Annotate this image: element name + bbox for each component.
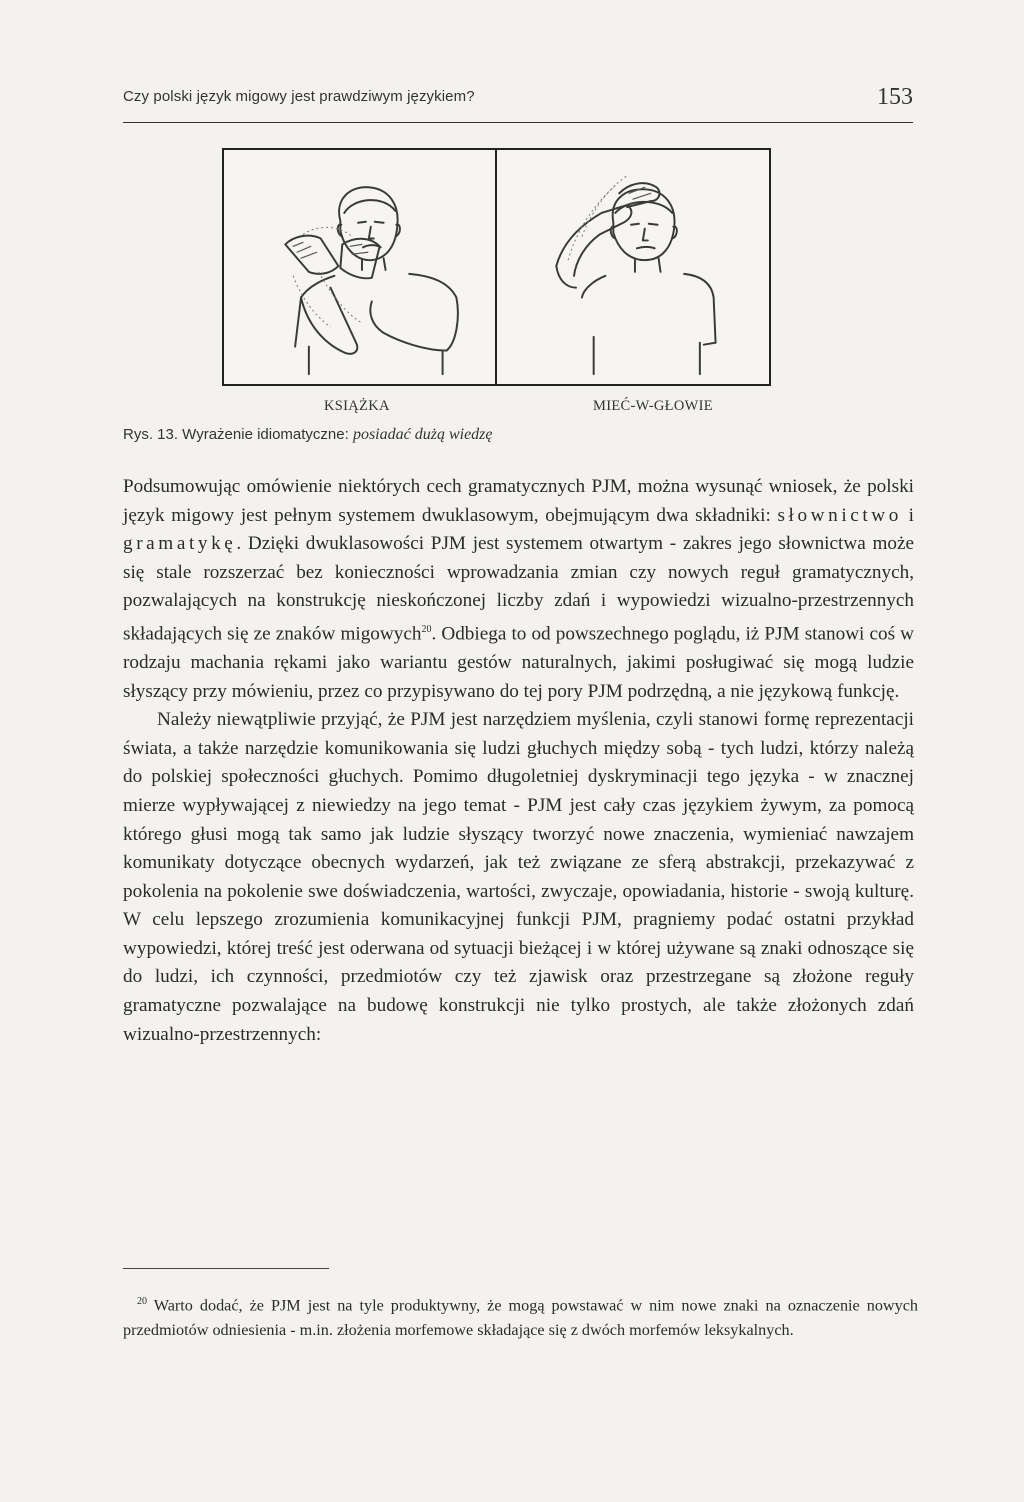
term-gramatyka: gramatykę bbox=[123, 533, 237, 555]
page-number: 153 bbox=[877, 84, 913, 110]
footnote bbox=[123, 1290, 918, 1342]
paragraph-1-part2: . Dzięki dwuklasowości PJM jest systemem otwartym - zakres jego słownictwa może się stale rozszerzać bez konieczności wprowadzania zmian czy nowych reguł gramatycznych, pozwalających na konstrukcję nieskończonej liczby zdań i wypowiedzi wizualno-przestrzennych składających się ze znaków migowych bbox=[123, 533, 914, 645]
running-title: Czy polski język migowy jest prawdziwym językiem? bbox=[123, 88, 475, 105]
figure-ksiazka bbox=[222, 148, 498, 386]
paragraph-2: Należy niewątpliwie przyjąć, że PJM jest narzędziem myślenia, czyli stanowi formę reprezentacji świata, a także narzędzie komunikowania się ludzi głuchych między sobą - tych ludzi, którzy należą do polskiej społeczności głuchych. Pomimo długoletniej dyskryminacji tego języka - w znacznej mierze wypływającej z niewiedzy na jego temat - PJM jest cały czas językiem żywym, za pomocą którego głusi mogą tak samo jak ludzie słyszący tworzyć nowe znaczenia, wymieniać nawzajem komunikaty dotyczące obecnych wydarzeń, jak też związane ze sferą abstrakcji, przekazywać z pokolenia na pokolenie swe doświadczenia, wartości, zwyczaje, opowiadania, historie - swoją kulturę. W celu lepszego zrozumienia komunikacyjnej funkcji PJM, pragniemy podać ostatni przykład wypowiedzi, której treść jest oderwana od sytuacji bieżącej i w której używane są znaki odnoszące się do ludzi, ich czynności, przedmiotów czy też zjawisk oraz przestrzegane są złożone reguły gramatyczne pozwalające na budowę konstrukcji nie tylko prostych, ale także złożonych zdań wizualno-przestrzennych: bbox=[123, 709, 914, 1045]
sign-label-ksiazka: KSIĄŻKA bbox=[324, 398, 390, 414]
signer-illustration-icon bbox=[497, 150, 769, 384]
footnote-number: 20 bbox=[137, 1296, 147, 1307]
footnote-rule bbox=[123, 1268, 329, 1269]
signer-illustration-icon bbox=[224, 150, 496, 384]
footnote-text: Warto dodać, że PJM jest na tyle produktywny, że mogą powstawać w nim nowe znaki na oznaczenie nowych przedmiotów odniesienia - m.in. złożenia morfemowe składające się z dwóch morfemów leksykalnych. bbox=[123, 1296, 918, 1339]
term-slownictwo: słownictwo bbox=[777, 504, 902, 526]
caption-italic: posiadać dużą wiedzę bbox=[352, 426, 493, 443]
paragraph-1-part1: Podsumowując omówienie niektórych cech gramatycznych PJM, można wysunąć wniosek, że polski język migowy jest pełnym systemem dwuklasowym, obejmującym dwa składniki: bbox=[123, 476, 914, 526]
footnote-reference[interactable]: 20 bbox=[421, 623, 432, 635]
figure-miec-w-glowie bbox=[495, 148, 771, 386]
paragraph-1 bbox=[123, 473, 914, 706]
paragraph-1-part3: . Odbiega to od powszechnego poglądu, iż PJM stanowi coś w rodzaju machania rękami jako wariantu gestów naturalnych, jakimi posługiwać się mogą ludzie słyszący przy mówieniu, przez co przypisywano do tej pory PJM podrzędną, a nie językową funkcję. bbox=[123, 623, 914, 702]
body-text bbox=[123, 473, 914, 1049]
figure-caption bbox=[123, 426, 493, 444]
sign-label-miec-w-glowie: MIEĆ-W-GŁOWIE bbox=[593, 398, 713, 414]
caption-prefix: Rys. 13. Wyrażenie idiomatyczne: bbox=[123, 426, 353, 443]
running-head bbox=[123, 86, 913, 123]
paragraph-1-and: i bbox=[901, 504, 914, 526]
